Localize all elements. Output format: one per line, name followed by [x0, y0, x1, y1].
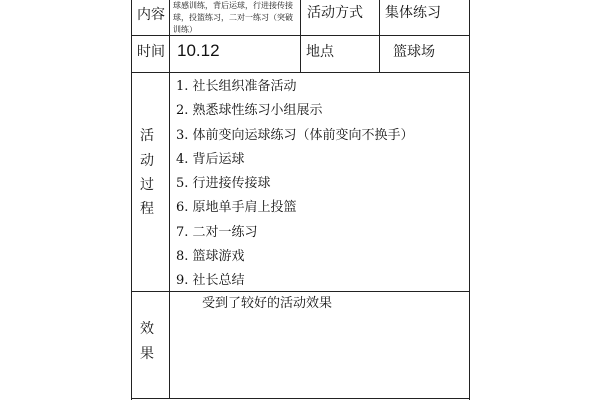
content-label: 内容	[137, 7, 165, 23]
table-bottom-border	[131, 398, 469, 399]
process-step: 2. 熟悉球性练习小组展示	[176, 103, 323, 119]
process-step: 9. 社长总结	[176, 273, 245, 289]
effect-text: 受到了较好的活动效果	[202, 296, 333, 311]
time-value: 10.12	[177, 41, 220, 60]
process-label-char: 程	[140, 201, 154, 217]
process-step: 1. 社长组织准备活动	[176, 79, 297, 94]
process-label-char: 过	[140, 177, 154, 193]
column-divider	[300, 0, 301, 72]
method-value: 集体练习	[385, 5, 441, 21]
process-label-char: 活	[140, 128, 154, 144]
row-divider	[131, 72, 469, 73]
process-step: 3. 体前变向运球练习（体前变向不换手）	[176, 127, 414, 143]
process-step: 7. 二对一练习	[176, 224, 258, 240]
effect-label-char: 果	[140, 346, 154, 362]
process-label-char: 动	[140, 153, 154, 169]
column-divider	[379, 0, 380, 72]
process-step: 6. 原地单手肩上投篮	[176, 200, 297, 216]
time-label: 时间	[137, 44, 165, 60]
place-label: 地点	[306, 44, 334, 60]
column-divider	[169, 0, 170, 399]
method-label: 活动方式	[307, 5, 363, 21]
process-steps-list	[176, 78, 414, 297]
place-value: 篮球场	[393, 44, 435, 60]
process-step: 4. 背后运球	[176, 151, 245, 167]
process-step: 8. 篮球游戏	[176, 249, 245, 265]
effect-label-char: 效	[140, 321, 154, 337]
process-step: 5. 行进接传接球	[176, 176, 271, 192]
content-text: 球感训练，背后运球，行进接传接球，投篮练习，二对一练习（突破训练）	[173, 1, 293, 34]
